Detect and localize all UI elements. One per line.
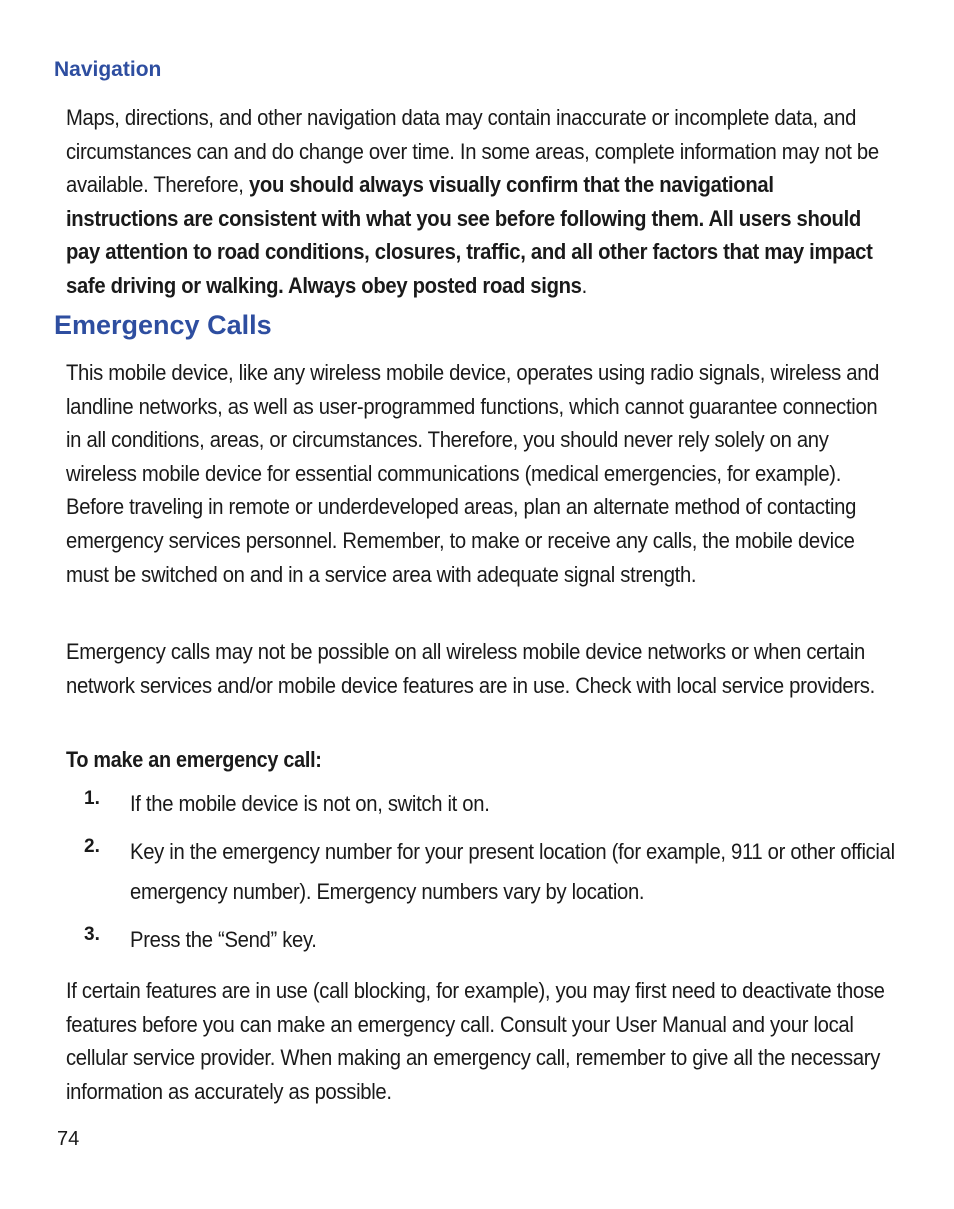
emergency-paragraph-3: If certain features are in use (call blocking, for example), you may first need to deactivate those features before you can make an emergency call. Consult your User Manual and your local cellular service provider. When making an emergency call, remember to give all the necessary information as accurately as possible. (66, 978, 885, 1104)
emergency-calls-heading: Emergency Calls (54, 310, 272, 340)
navigation-paragraph-text: Maps, directions, and other navigation data may contain inaccurate or incomplete data, and circumstances can and do change over time. In some areas, complete information may not be available. Therefore, (66, 105, 879, 198)
step-number: 1. (84, 788, 100, 809)
page-number: 74 (57, 1128, 80, 1150)
emergency-call-subheading: To make an emergency call: (66, 747, 322, 772)
step-number: 3. (84, 924, 100, 945)
step-text: Key in the emergency number for your present location (for example, 911 or other official emergency number). Emergency numbers vary by location. (130, 839, 895, 904)
emergency-paragraph-2: Emergency calls may not be possible on all wireless mobile device networks or when certain network services and/or mobile device features are in use. Check with local service providers. (66, 639, 875, 698)
navigation-warning-text: you should always visually confirm that the navigational instructions are consistent with what you see before following them. All users should pay attention to road conditions, closures, traffic, and all other factors that may impact safe driving or walking. Always obey posted road signs (66, 172, 873, 298)
step-number: 2. (84, 836, 100, 857)
navigation-paragraph-end: . (581, 272, 587, 298)
step-text: If the mobile device is not on, switch it on. (130, 791, 490, 816)
emergency-paragraph-1: This mobile device, like any wireless mobile device, operates using radio signals, wireless and landline networks, as well as user-programmed functions, which cannot guarantee connection in all conditions, areas, or circumstances. Therefore, you should never rely solely on any wireless mobile device for essential communications (medical emergencies, for example). Before traveling in remote or underdeveloped areas, plan an alternate method of contacting emergency services personnel. Remember, to make or receive any calls, the mobile device must be switched on and in a service area with adequate signal strength. (66, 360, 880, 587)
navigation-heading: Navigation (54, 58, 162, 81)
navigation-paragraph (66, 101, 887, 303)
step-text: Press the “Send” key. (130, 927, 317, 952)
